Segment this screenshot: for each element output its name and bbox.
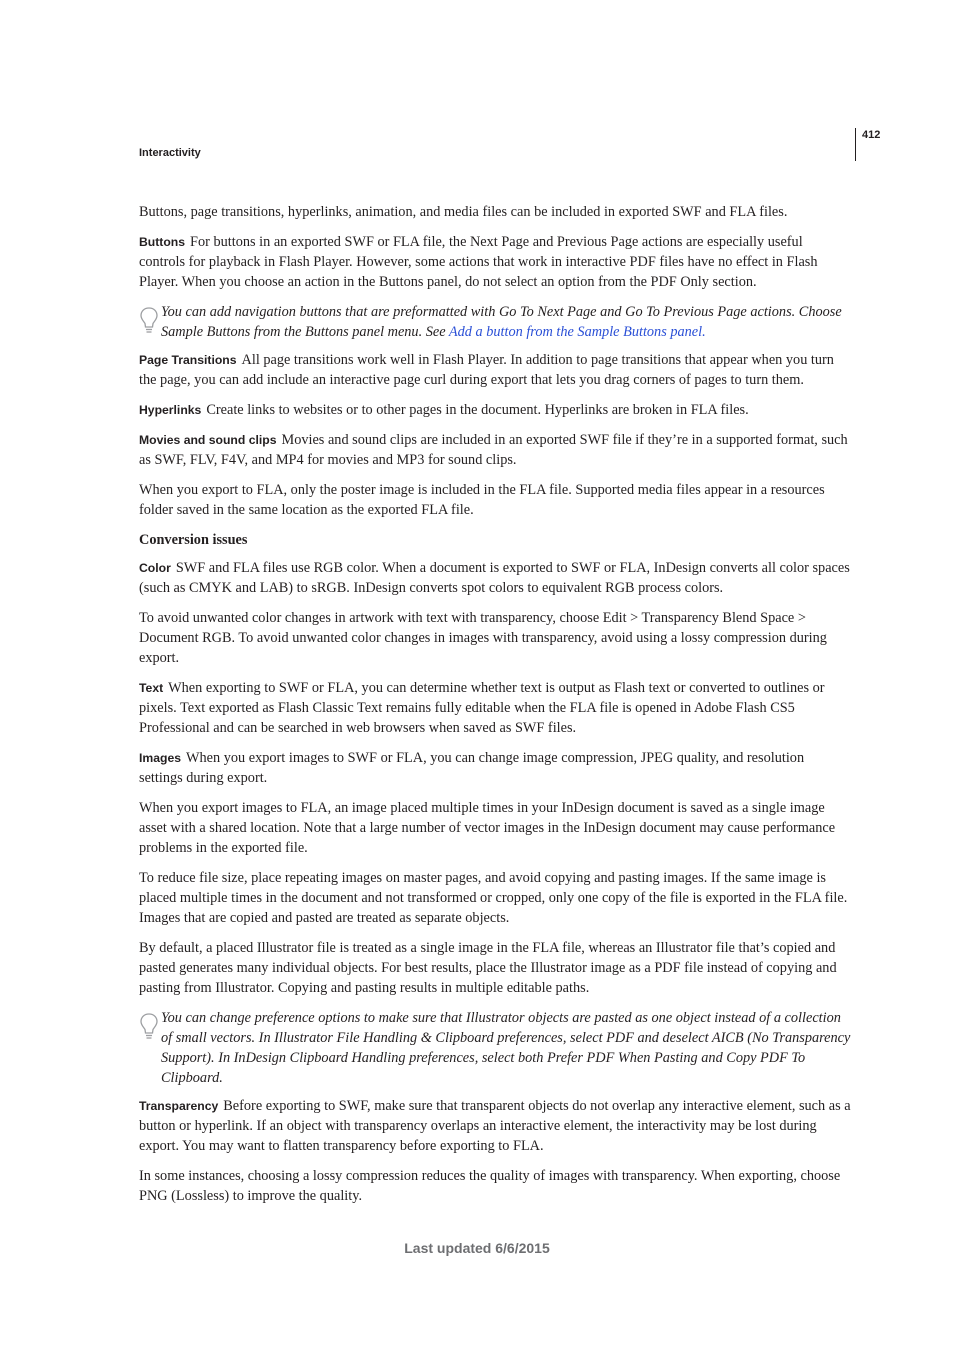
color-text: SWF and FLA files use RGB color. When a document is exported to SWF or FLA, InDesign converts all color spaces (such as CMYK and LAB) to sRGB. InDesign converts spot colors to equivalent RGB process colors. (139, 560, 850, 596)
hyperlinks-term: Hyperlinks (139, 403, 202, 417)
page-body (139, 202, 851, 1216)
page-number: 412 (862, 129, 881, 141)
tip-illustrator-paste (139, 1008, 851, 1088)
buttons-text: For buttons in an exported SWF or FLA file, the Next Page and Previous Page actions are especially useful controls for playback in Flash Player. However, some actions that work in interactive PDF files have no effect in Flash Player. When you choose an action in the Buttons panel, do not select an option from the PDF Only section. (139, 234, 818, 290)
page-transitions-text: All page transitions work well in Flash Player. In addition to page transitions that appear when you turn the page, you can add include an interactive page curl during export that lets you drag corners of pages to turn them. (139, 352, 834, 388)
images-term: Images (139, 751, 182, 765)
color-avoid-paragraph: To avoid unwanted color changes in artwork with text with transparency, choose Edit > Transparency Blend Space > Document RGB. To avoid unwanted color changes in images with transparency, avoid using a lossy compression during export. (139, 610, 827, 666)
images-paragraph (139, 748, 851, 788)
text-term: Text (139, 681, 164, 695)
movies-text: Movies and sound clips are included in an exported SWF file if they’re in a supported format, such as SWF, FLV, F4V, and MP4 for movies and MP3 for sound clips. (139, 432, 848, 468)
buttons-paragraph (139, 232, 851, 292)
transparency-paragraph (139, 1096, 851, 1156)
conversion-issues-heading: Conversion issues (139, 532, 248, 548)
running-header: Interactivity (139, 147, 201, 159)
movies-term: Movies and sound clips (139, 433, 277, 447)
images-illustrator-paragraph: By default, a placed Illustrator file is treated as a single image in the FLA file, whereas an Illustrator file that’s copied and pasted generates many individual objects. For best results, place the Illustrator image as a PDF file instead of copying and pasting from Illustrator. Copying and pasting results in multiple editable paths. (139, 940, 837, 996)
tip-text (161, 302, 851, 342)
footer-last-updated: Last updated 6/6/2015 (404, 1240, 550, 1256)
sample-buttons-link[interactable]: Add a button from the Sample Buttons panel. (448, 324, 706, 340)
tip-navigation-buttons (139, 302, 851, 342)
tip-text: You can change preference options to make sure that Illustrator objects are pasted as one object instead of a collection of small vectors. In Illustrator File Handling & Clipboard preferences, select PDF and deselect AICB (No Transparency Support). In InDesign Clipboard Handling preferences, select both Prefer PDF When Pasting and Copy PDF To Clipboard. (161, 1010, 851, 1086)
header-divider (855, 128, 856, 161)
transparency-term: Transparency (139, 1099, 219, 1113)
page-transitions-term: Page Transitions (139, 353, 237, 367)
lightbulb-icon (139, 1012, 159, 1042)
buttons-term: Buttons (139, 235, 186, 249)
images-text: When you export images to SWF or FLA, you can change image compression, JPEG quality, and resolution settings during export. (139, 750, 805, 786)
images-reduce-paragraph: To reduce file size, place repeating images on master pages, and avoid copying and pasting images. If the same image is placed multiple times in the document and not transformed or cropped, only one copy of the file is exported in the FLA file. Images that are copied and pasted are treated as separate objects. (139, 870, 848, 926)
tip-body: You can add navigation buttons that are preformatted with Go To Next Page and Go To Previous Page actions. Choose Sample Buttons from the Buttons panel menu. See (161, 304, 842, 340)
intro-paragraph: Buttons, page transitions, hyperlinks, animation, and media files can be included in exported SWF and FLA files. (139, 204, 788, 220)
transparency-text: Before exporting to SWF, make sure that transparent objects do not overlap any interactive element, such as a button or hyperlink. If an object with transparency overlaps an interactive element, the interactivity may be lost during export. You may want to flatten transparency before exporting to FLA. (139, 1098, 851, 1154)
color-paragraph (139, 558, 851, 598)
page-transitions-paragraph (139, 350, 851, 390)
images-fla-paragraph: When you export images to FLA, an image placed multiple times in your InDesign document is saved as a single image asset with a shared location. Note that a large number of vector images in the InDesign document may cause performance problems in the exported file. (139, 800, 836, 856)
text-text: When exporting to SWF or FLA, you can determine whether text is output as Flash text or converted to outlines or pixels. Text exported as Flash Classic Text remains fully editable when the FLA file is opened in Adobe Flash CS5 Professional and can be searched in web browsers when saved as SWF files. (139, 680, 825, 736)
movies-paragraph (139, 430, 851, 470)
lightbulb-icon (139, 306, 159, 336)
color-term: Color (139, 561, 171, 575)
hyperlinks-text: Create links to websites or to other pages in the document. Hyperlinks are broken in FLA files. (206, 402, 749, 418)
transparency-lossy-paragraph: In some instances, choosing a lossy compression reduces the quality of images with transparency. When exporting, choose PNG (Lossless) to improve the quality. (139, 1168, 841, 1204)
fla-export-paragraph: When you export to FLA, only the poster image is included in the FLA file. Supported media files appear in a resources folder saved in the same location as the exported FLA file. (139, 482, 825, 518)
hyperlinks-paragraph (139, 400, 851, 420)
text-paragraph (139, 678, 851, 738)
